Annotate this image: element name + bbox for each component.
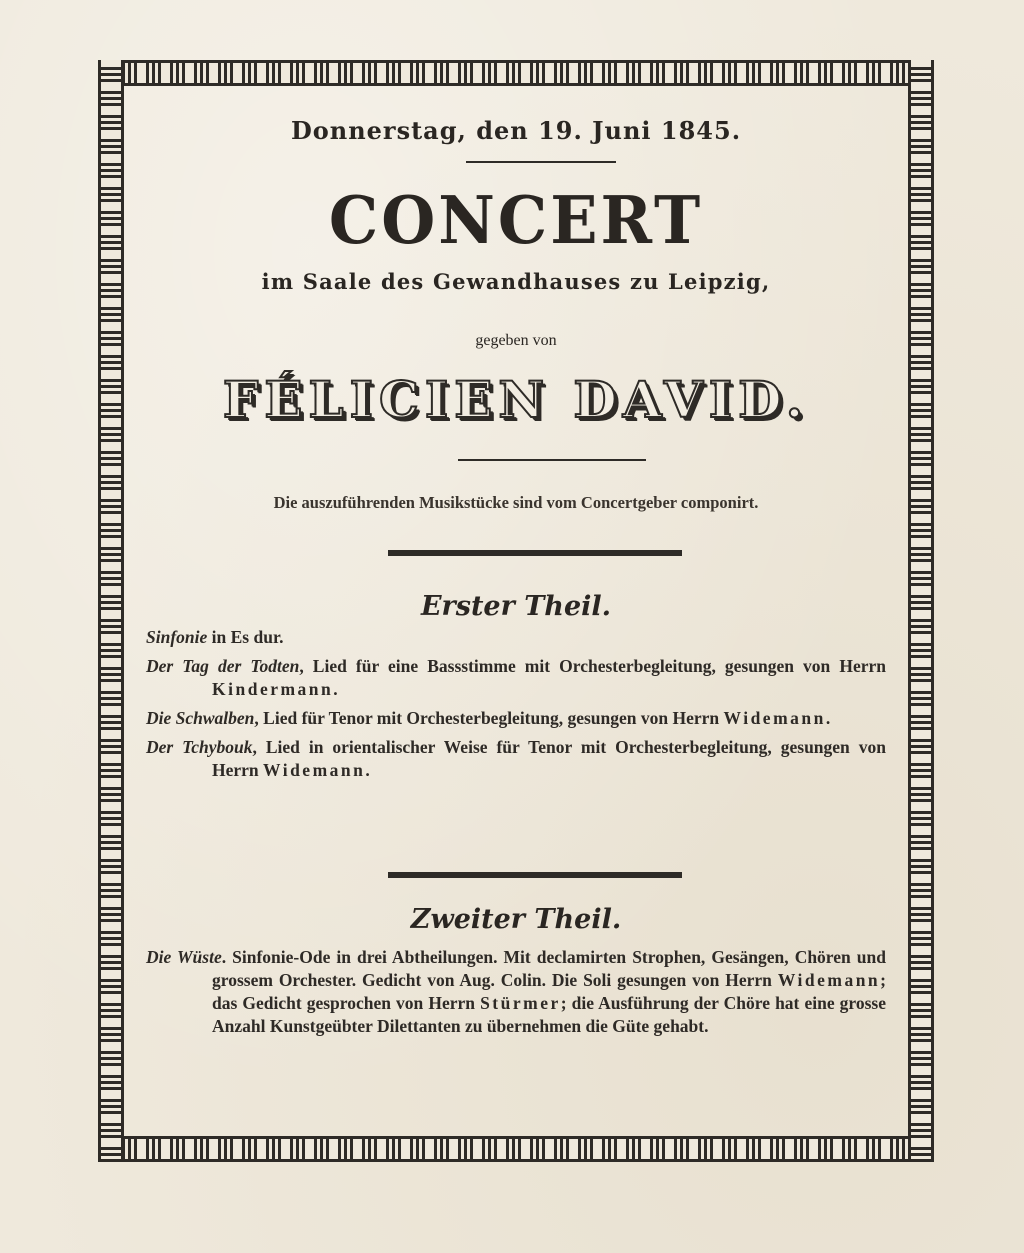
greek-key-border-bottom (98, 1136, 934, 1162)
punctuation: . (825, 708, 831, 728)
given-by-label: gegeben von (475, 332, 557, 349)
date-line: Donnerstag, den 19. Juni 1845. (290, 116, 742, 145)
program-item (146, 707, 886, 730)
work-title: Sinfonie (146, 627, 208, 647)
greek-key-border-left (98, 60, 124, 1162)
concert-poster (98, 60, 934, 1162)
poster-title: CONCERT (328, 182, 704, 259)
punctuation: . (333, 679, 338, 699)
part-one-program (146, 626, 886, 788)
work-description: ; die Ausführung der Chöre hat eine grosse Anzahl Kunstgeübter Dilettanten zu übernehmen die Güte gehabt. (212, 993, 886, 1036)
composer-name: FÉLICIEN DAVID. (222, 370, 810, 429)
program-item (146, 736, 886, 782)
divider-rule (466, 161, 616, 163)
composer-note: Die auszuführenden Musikstücke sind vom Concertgeber componirt. (273, 493, 759, 512)
work-title: Die Schwalben (146, 708, 255, 728)
program-item (146, 655, 886, 701)
double-divider-rule (388, 872, 682, 878)
greek-key-border-top (98, 60, 934, 86)
work-title: Der Tag der Todten (146, 656, 300, 676)
part-two-program (146, 946, 886, 1044)
work-description: ; das Gedicht gesprochen von Herrn (212, 970, 886, 1013)
performer-name: Widemann (263, 760, 366, 780)
divider-rule (458, 459, 646, 461)
speaker-name: Stürmer (480, 993, 561, 1013)
work-description: . Sinfonie-Ode in drei Abtheilungen. Mit declamirten Strophen, Gesängen, Chören und grossem Orchester. Gedicht von Aug. Colin. Die Soli gesungen von Herrn (212, 947, 887, 990)
program-item (146, 946, 886, 1038)
work-description: , Lied in orientalischer Weise für Tenor mit Orchesterbegleitung, gesungen von Herrn (212, 737, 886, 780)
work-title: Die Wüste (146, 947, 222, 967)
performer-name: Widemann (777, 970, 881, 990)
work-description: in Es dur. (207, 627, 284, 647)
part-one-title: Erster Theil. (420, 591, 612, 622)
double-divider-rule (388, 550, 682, 556)
work-description: , Lied für eine Bassstimme mit Orchesterbegleitung, gesungen von Herrn (299, 656, 886, 676)
work-description: , Lied für Tenor mit Orchesterbegleitung, gesungen von Herrn (254, 708, 724, 728)
greek-key-border-right (908, 60, 934, 1162)
punctuation: . (365, 760, 370, 780)
part-two-title: Zweiter Theil. (410, 904, 622, 935)
poster-content (124, 86, 908, 1136)
venue-line: im Saale des Gewandhauses zu Leipzig, (261, 269, 771, 294)
performer-name: Widemann (723, 708, 826, 728)
program-item (146, 626, 886, 649)
performer-name: Kindermann (212, 679, 334, 699)
work-title: Der Tchybouk (146, 737, 253, 757)
